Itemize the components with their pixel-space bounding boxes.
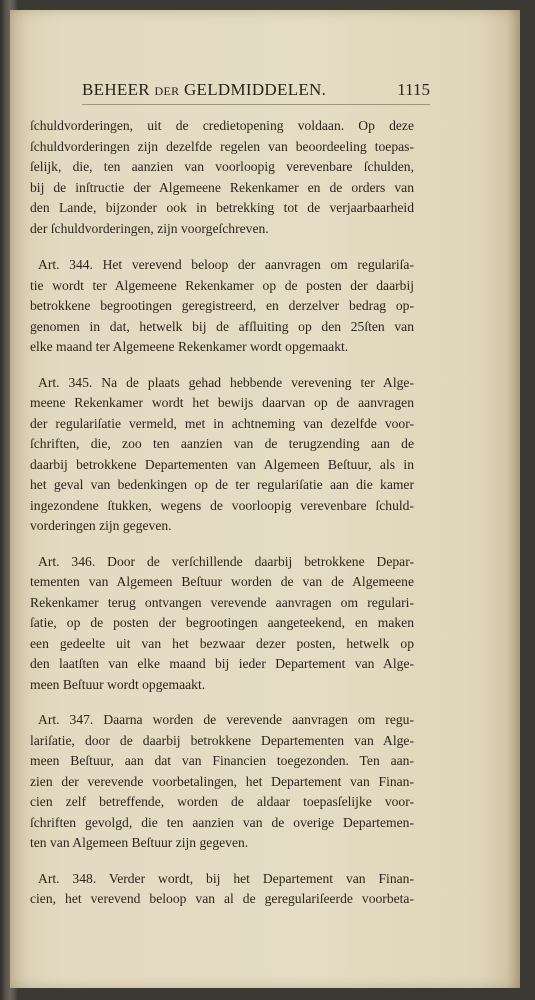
text-line: meen Beſtuur wordt opgemaakt. xyxy=(30,676,206,692)
running-title-part3: GELDMIDDELEN. xyxy=(183,80,327,99)
text-line: zien der verevende voorbetalingen, het Departement van Finan- xyxy=(30,773,414,789)
text-line: genomen in dat, hetwelk bij de afſluiting op den 25ſten van xyxy=(30,318,414,334)
body-text xyxy=(30,116,414,925)
text-line: den laatſten van elke maand bij ieder Departement van Alge- xyxy=(30,656,414,671)
text-line: elke maand ter Algemeene Rekenkamer wordt opgemaakt. xyxy=(30,339,349,354)
page-number: 1115 xyxy=(397,80,430,99)
text-line: Art. 347. Daarna worden de verevende aanvragen om regu- xyxy=(38,712,414,727)
text-line: ſatie, op de posten der begrootingen aangeteekend, en maken xyxy=(30,615,414,630)
text-line: daarbij betrokkene Departementen van Algemeen Beſtuur, als in xyxy=(30,456,414,472)
text-line: ſchuldvorderingen, uit de credietopening voldaan. Op deze xyxy=(30,118,414,133)
header-rule xyxy=(82,104,430,105)
text-line: een gedeelte uit van het bezwaar dezer posten, hetwelk op xyxy=(30,635,414,651)
text-line: het geval van bedenkingen op de ter regulariſatie aan die kamer xyxy=(30,477,414,492)
text-line: ſchriften gevolgd, die ten aanzien van de overige Departemen- xyxy=(30,814,414,830)
text-line: ten van Algemeen Beſtuur zijn gegeven. xyxy=(30,835,249,850)
text-line: Art. 346. Door de verſchillende daarbij betrokkene Depar- xyxy=(38,553,414,569)
page-edge-shadow xyxy=(506,10,520,988)
text-line: ingezondene ſtukken, wegens de voorloopig verevenbare ſchuld- xyxy=(30,497,414,513)
text-line: ſelijk, die, ten aanzien van voorloopig verevenbare ſchulden, xyxy=(30,159,414,174)
text-line: Rekenkamer terug ontvangen verevende aanvragen om regulari- xyxy=(30,594,414,610)
text-line: meene Rekenkamer wordt het bewijs daarvan op de aanvragen xyxy=(30,395,414,410)
text-line: Art. 345. Na de plaats gehad hebbende verevening ter Alge- xyxy=(38,374,414,390)
text-line: cien, het verevend beloop van al de geregulariſeerde voorbeta- xyxy=(30,891,414,906)
text-line: der ſchuldvorderingen, zijn voorgeſchreven. xyxy=(30,220,269,236)
text-line: tie wordt ter Algemeene Rekenkamer op de posten der daarbij xyxy=(30,277,414,293)
running-title-part1: BEHEER xyxy=(82,80,150,99)
text-line: ſchriften, die, zoo ten aanzien van de terugzending aan de xyxy=(30,436,414,451)
text-line: cien zelf betreffende, worden de aldaar toepasſelijke voor- xyxy=(30,794,414,809)
article-paragraph xyxy=(30,373,414,537)
text-line: betrokkene begrootingen geregistreerd, en derzelver bedrag op- xyxy=(30,298,414,313)
text-line: vorderingen zijn gegeven. xyxy=(30,518,172,533)
article-paragraph xyxy=(30,869,414,910)
article-paragraph xyxy=(30,552,414,696)
article-paragraph xyxy=(30,255,414,358)
text-line: lariſatie, door de daarbij betrokkene Departementen van Alge- xyxy=(30,732,414,748)
page-header xyxy=(82,80,430,104)
text-line: bij de inſtructie der Algemeene Rekenkamer en de orders van xyxy=(30,179,414,195)
text-line: tementen van Algemeen Beſtuur worden de van de Algemeene xyxy=(30,574,414,589)
text-line: ſchuldvorderingen zijn dezelfde regelen van beoordeeling toepas- xyxy=(30,138,414,154)
text-line: den Lande, bijzonder ook in betrekking tot de verjaarbaarheid xyxy=(30,200,414,215)
text-line: der regulariſatie vermeld, met in achtneming van dezelfde voor- xyxy=(30,415,414,431)
text-line: meen Beſtuur, aan dat van Financien toegezonden. Ten aan- xyxy=(30,753,414,768)
text-line: Art. 344. Het verevend beloop der aanvragen om regulariſa- xyxy=(38,257,414,272)
article-paragraph xyxy=(30,710,414,854)
paragraph-continuation xyxy=(30,116,414,239)
running-title-part2: DER xyxy=(154,84,180,98)
text-line: Art. 348. Verder wordt, bij het Departement van Finan- xyxy=(38,870,414,886)
running-title xyxy=(82,80,326,100)
